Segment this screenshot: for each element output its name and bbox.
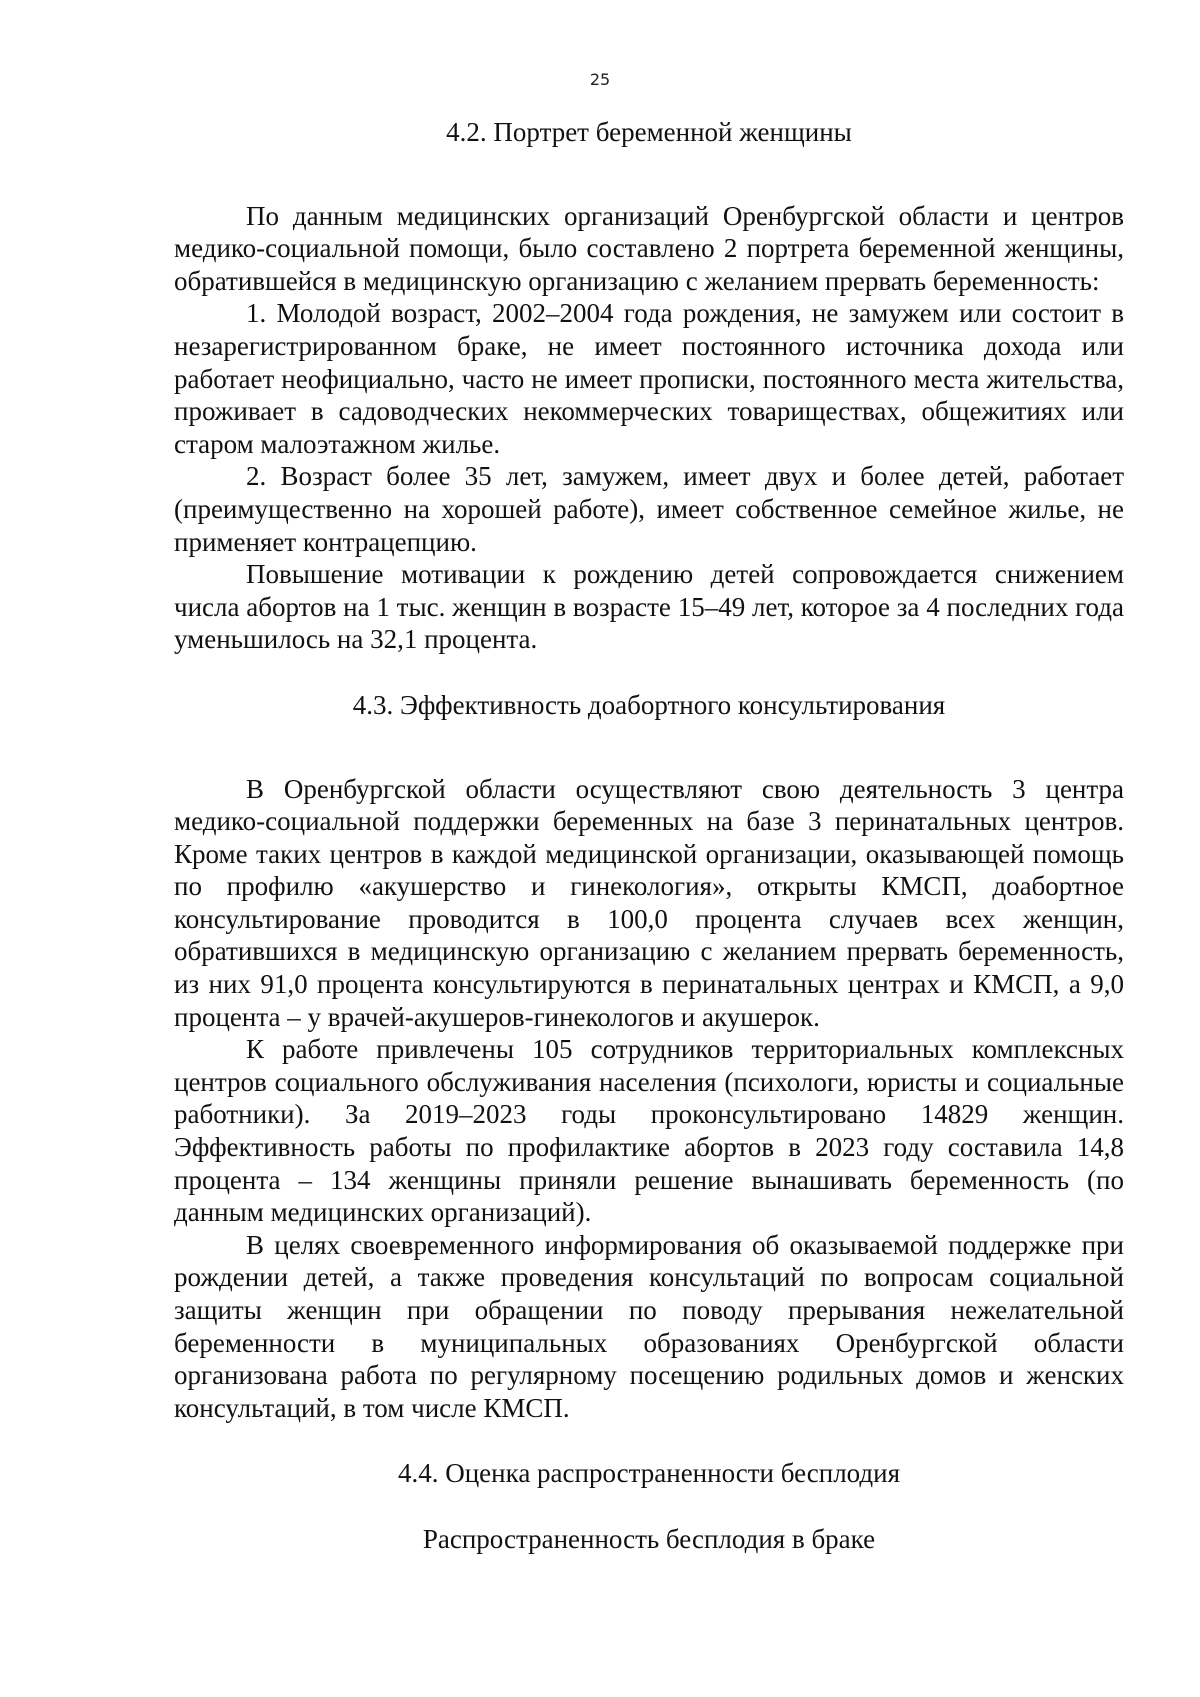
- section-subheading: Распространенность бесплодия в браке: [422, 1523, 876, 1554]
- list-item-portrait-2: 2. Возраст более 35 лет, замужем, имеет двух и более детей, работает (преимущественно на хорошей работе), имеет собственное семейное жилье, не применяет контрацепцию.: [174, 461, 1124, 557]
- section-heading-4-3: 4.3. Эффективность доабортного консультирования: [352, 689, 946, 720]
- section-heading-4-2: 4.2. Портрет беременной женщины: [446, 117, 852, 147]
- paragraph: Повышение мотивации к рождению детей сопровождается снижением числа абортов на 1 тыс. женщин в возрасте 15–49 лет, которое за 4 последних года уменьшилось на 32,1 процента.: [174, 559, 1124, 655]
- paragraph: В целях своевременного информирования об оказываемой поддержке при рождении детей, а также проведения консультаций по вопросам социальной защиты женщин при обращении по поводу прерывания нежелательной беременности в муниципальных образованиях Оренбургской области организована работа по регулярному посещению родильных домов и женских консультаций, в том числе КМСП.: [174, 1229, 1124, 1423]
- paragraph: По данным медицинских организаций Оренбургской области и центров медико-социальной помощи, было составлено 2 портрета беременной женщины, обратившейся в медицинскую организацию с желанием прервать беременность:: [174, 200, 1124, 296]
- document-body: [174, 116, 1124, 1556]
- paragraph: К работе привлечены 105 сотрудников территориальных комплексных центров социального обслуживания населения (психологи, юристы и социальные работники). За 2019–2023 годы проконсультировано 14829 женщин. Эффективность работы по профилактике абортов в 2023 году составила 14,8 процента – 134 женщины приняли решение вынашивать беременность (по данным медицинских организаций).: [174, 1034, 1124, 1228]
- page-number: 25: [589, 70, 611, 89]
- list-item-portrait-1: 1. Молодой возраст, 2002–2004 года рождения, не замужем или состоит в незарегистрированном браке, не имеет постоянного источника дохода или работает неофициально, часто не имеет прописки, постоянного места жительства, проживает в садоводческих некоммерческих товариществах, общежитиях или старом малоэтажном жилье.: [174, 298, 1124, 459]
- paragraph: В Оренбургской области осуществляют свою деятельность 3 центра медико-социальной поддержки беременных на базе 3 перинатальных центров. Кроме таких центров в каждой медицинской организации, оказывающей помощь по профилю «акушерство и гинекология», открыты КМСП, доабортное консультирование проводится в 100,0 процента случаев всех женщин, обратившихся в медицинскую организацию с желанием прервать беременность, из них 91,0 процента консультируются в перинатальных центрах и КМСП, а 9,0 процента – у врачей-акушеров-гинекологов и акушерок.: [174, 773, 1124, 1032]
- section-heading-4-4: 4.4. Оценка распространенности бесплодия: [397, 1458, 901, 1489]
